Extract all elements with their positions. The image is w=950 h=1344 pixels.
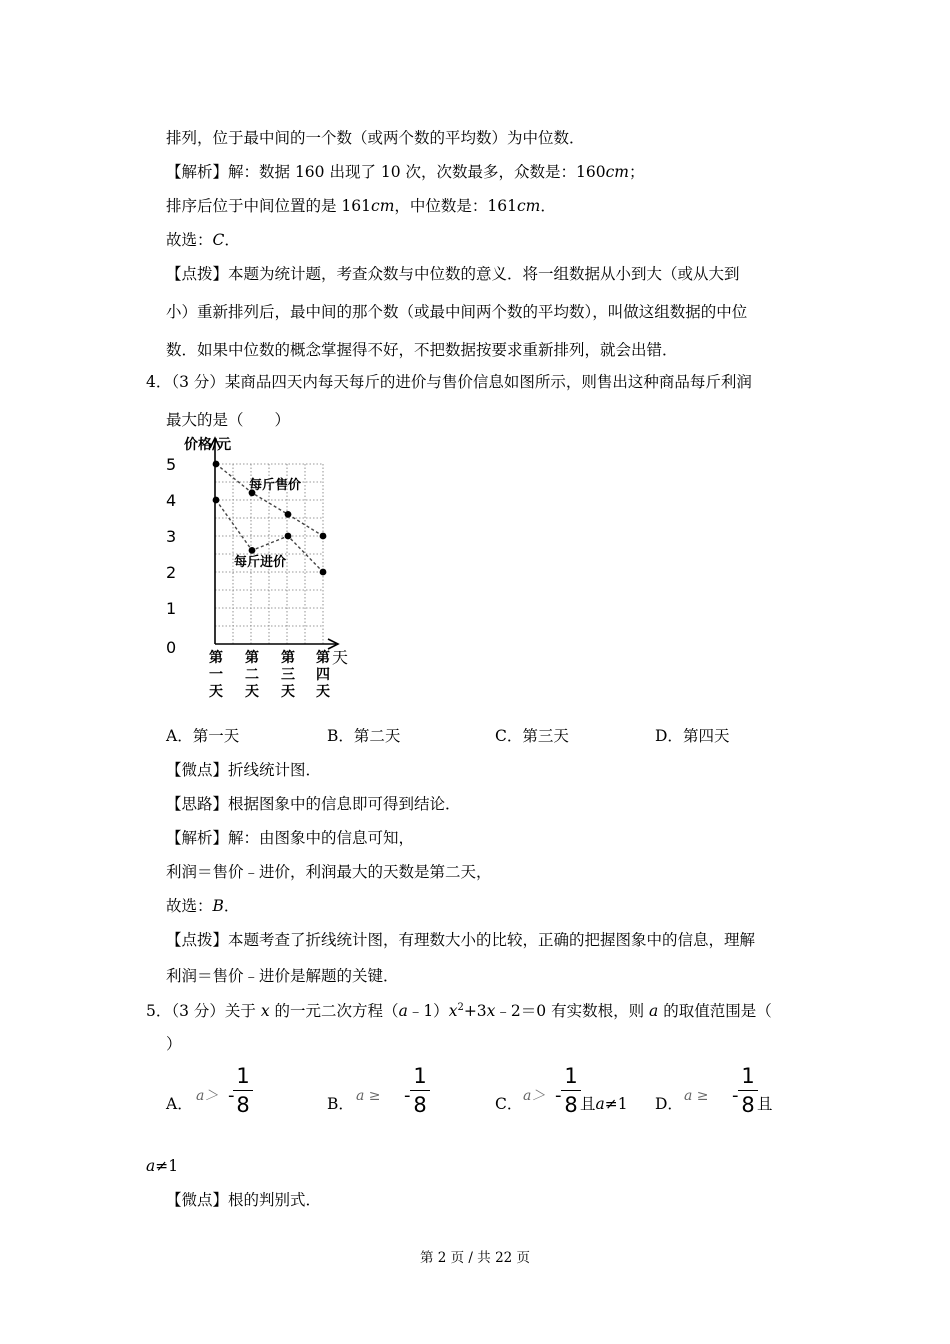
q4-point: 【微点】折线统计图． (166, 761, 322, 779)
q4-approach: 【思路】根据图象中的信息即可得到结论． (166, 795, 461, 813)
q5-point: 【微点】根的判别式． (166, 1191, 322, 1209)
q4-option-c[interactable]: C．第三天 (495, 727, 569, 745)
buy-price-point (285, 533, 292, 540)
q5-option-c-condition: 且a≠1 (580, 1095, 628, 1113)
q4-answer: 故选：B． (166, 897, 240, 915)
sell-price-point (213, 461, 220, 468)
buy-price-point (213, 497, 220, 504)
price-line-chart (160, 430, 360, 705)
q5-option-d-wrap: a≠1 (146, 1157, 179, 1175)
q3-tip-line1: 【点拨】本题为统计题，考查众数与中位数的意义．将一组数据从小到大（或从大到 (166, 265, 740, 283)
sell-price-point (285, 511, 292, 518)
x-tick-label: 三 (281, 667, 295, 683)
q5-option-b-minus: - (404, 1085, 411, 1106)
x-tick-label: 二 (245, 667, 259, 683)
q3-text-line: 排列，位于最中间的一个数（或两个数的平均数）为中位数． (166, 129, 585, 147)
x-tick-label: 天 (281, 684, 295, 700)
x-tick-label: 天 (245, 684, 259, 700)
q3-tip-line3: 数．如果中位数的概念掌握得不好，不把数据按要求重新排列，就会出错． (166, 341, 678, 359)
q5-option-b-relation: a ≥ (356, 1088, 381, 1104)
q5-option-d-minus: - (732, 1085, 739, 1106)
q5-option-b-letter: B． (327, 1095, 354, 1113)
sell-price-point (320, 533, 327, 540)
q3-analysis: 【解析】解：数据 160 出现了 10 次，次数最多，众数是：160cm； (166, 163, 645, 181)
q5-option-a-minus: - (228, 1085, 235, 1106)
x-tick-label: 第 (316, 650, 330, 666)
x-tick-label: 第 (209, 650, 223, 666)
q3-median-line: 排序后位于中间位置的是 161cm，中位数是：161cm． (166, 197, 556, 215)
y-tick-label: 4 (166, 491, 177, 510)
q5-option-b-fraction: 1 8 (410, 1064, 430, 1117)
x-tick-label: 一 (209, 667, 223, 683)
chart-axes (210, 438, 338, 649)
x-tick-labels (209, 649, 330, 700)
q4-tip-line2: 利润＝售价﹣进价是解题的关键． (166, 967, 399, 985)
y-tick-label: 0 (166, 638, 177, 657)
q4-analysis-line2: 利润＝售价﹣进价，利润最大的天数是第二天， (166, 863, 492, 881)
q4-analysis: 【解析】解：由图象中的信息可知， (166, 829, 415, 847)
sell-price-legend: 每斤售价 (249, 478, 302, 493)
buy-price-legend: 每斤进价 (234, 555, 287, 570)
y-tick-label: 5 (166, 455, 177, 474)
x-tick-label: 天 (209, 684, 223, 700)
q5-option-d-fraction: 1 8 (738, 1064, 758, 1117)
x-tick-label: 第 (281, 650, 295, 666)
q4-option-d[interactable]: D．第四天 (655, 727, 730, 745)
x-tick-label: 第 (245, 650, 259, 666)
q5-stem: 5．（3 分）关于 x 的一元二次方程$(a﹣1)x^2+3x﹣2=0$ 有实数根，则 a 的取值范围是（ (146, 1002, 772, 1021)
y-tick-label: 3 (166, 527, 177, 546)
y-tick-labels (166, 455, 176, 657)
q3-tip-line2: 小）重新排列后，最中间的那个数（或最中间两个数的平均数），叫做这组数据的中位 (166, 303, 748, 321)
q5-option-d-relation: a ≥ (684, 1088, 709, 1104)
q5-option-a-fraction: 1 8 (233, 1064, 253, 1117)
q5-option-a-letter: A． (166, 1095, 193, 1113)
q5-option-c-letter: C． (495, 1095, 523, 1113)
x-tick-label: 天 (316, 684, 330, 700)
q4-stem: 4．（3 分）某商品四天内每天每斤的进价与售价信息如图所示，则售出这种商品每斤利润 (146, 373, 752, 391)
q5-option-c-fraction: 1 8 (561, 1064, 581, 1117)
y-axis-label: 价格/元 (184, 437, 232, 453)
q4-tip-line1: 【点拨】本题考查了折线统计图，有理数大小的比较，正确的把握图象中的信息，理解 (166, 931, 756, 949)
q5-option-c-relation: a＞ (523, 1088, 546, 1104)
q5-option-a-relation: a＞ (196, 1088, 219, 1104)
page-footer: 第 2 页 / 共 22 页 (419, 1250, 531, 1266)
buy-price-point (249, 547, 256, 554)
q5-option-d-condition: 且 (757, 1095, 773, 1113)
q3-answer: 故选：C． (166, 231, 240, 249)
q4-stem-line2: 最大的是（ ） (166, 411, 291, 429)
y-tick-label: 2 (166, 563, 177, 582)
y-tick-label: 1 (166, 599, 177, 618)
q4-option-b[interactable]: B．第二天 (327, 727, 401, 745)
q4-option-a[interactable]: A．第一天 (166, 727, 240, 745)
q5-option-d-letter: D． (655, 1095, 683, 1113)
x-axis-label: 天 (332, 648, 349, 667)
q5-option-c-minus: - (555, 1085, 562, 1106)
x-tick-label: 四 (316, 667, 330, 683)
q5-stem-line2: ） (166, 1035, 182, 1053)
buy-price-point (320, 569, 327, 576)
